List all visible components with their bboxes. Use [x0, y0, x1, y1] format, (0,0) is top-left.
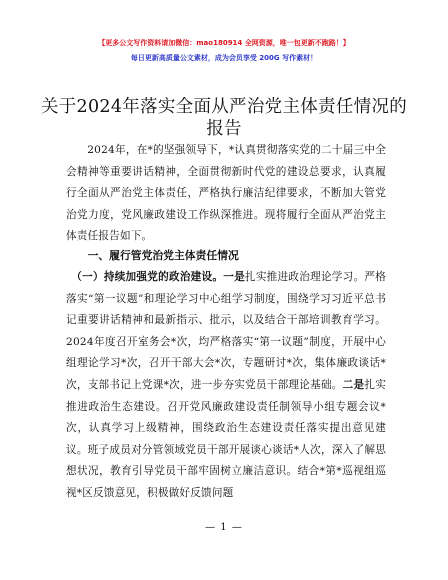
body-text-1: 扎实推进政治理论学习。严格落实“第一议题”和理论学习中心组学习制度，围绕学习习近平总书记重要讲话精神和最新指示、批示，以及结合干部培训教育学习。2024年度召开室务会*次，均严格落实“第一议题”制度，开展中心组理论学习*次，召开干部大会*次，专题研讨*次，集体廉政谈话*次，支部书记上党课*次，进一步夯实党员干部理论基础。: [66, 271, 386, 391]
promo-banner-line2: 每日更新高质量公文素材，成为会员享受 200G 写作素材！: [130, 54, 318, 62]
body-text-2: 扎实推进政治生态建设。召开党风廉政建设责任制领导小组专题会议*次，认真学习上级精神，围绕政治生态建设责任落实提出意见建议。班子成员对分管领域党员干部开展谈心谈话*人次，深入了解思想状况，教育引导党员干部牢固树立廉洁意识。结合*第*巡视组巡视*区反馈意见，积极做好反馈问题: [66, 378, 386, 499]
promo-banner-line1: 【更多公文写作资料请加微信：mao180914 全网资源，唯一包更新不跑路！】: [98, 39, 350, 47]
lead-phrase-2: 二是: [342, 378, 365, 391]
subsection-heading: （一）持续加强党的政治建设。: [71, 271, 224, 283]
section-heading: 一、履行管党治党主体责任情况: [87, 249, 239, 262]
page-number: — 1 —: [205, 522, 243, 533]
document-title: 关于2024年落实全面从严治党主体责任情况的报告: [40, 97, 408, 139]
intro-paragraph: 2024年，在*的坚强领导下，*认真贯彻落实党的二十届三中全会精神等重要讲话精神，全面贯彻新时代党的建设总要求，认真履行全面从严治党主体责任，严格执行廉洁纪律要求，不断加大管党治党力度，党风廉政建设工作纵深推进。现将履行全面从严治党主体责任报告如下。: [66, 144, 386, 243]
lead-phrase-1: 一是: [223, 271, 245, 283]
body-paragraph: [66, 267, 386, 505]
